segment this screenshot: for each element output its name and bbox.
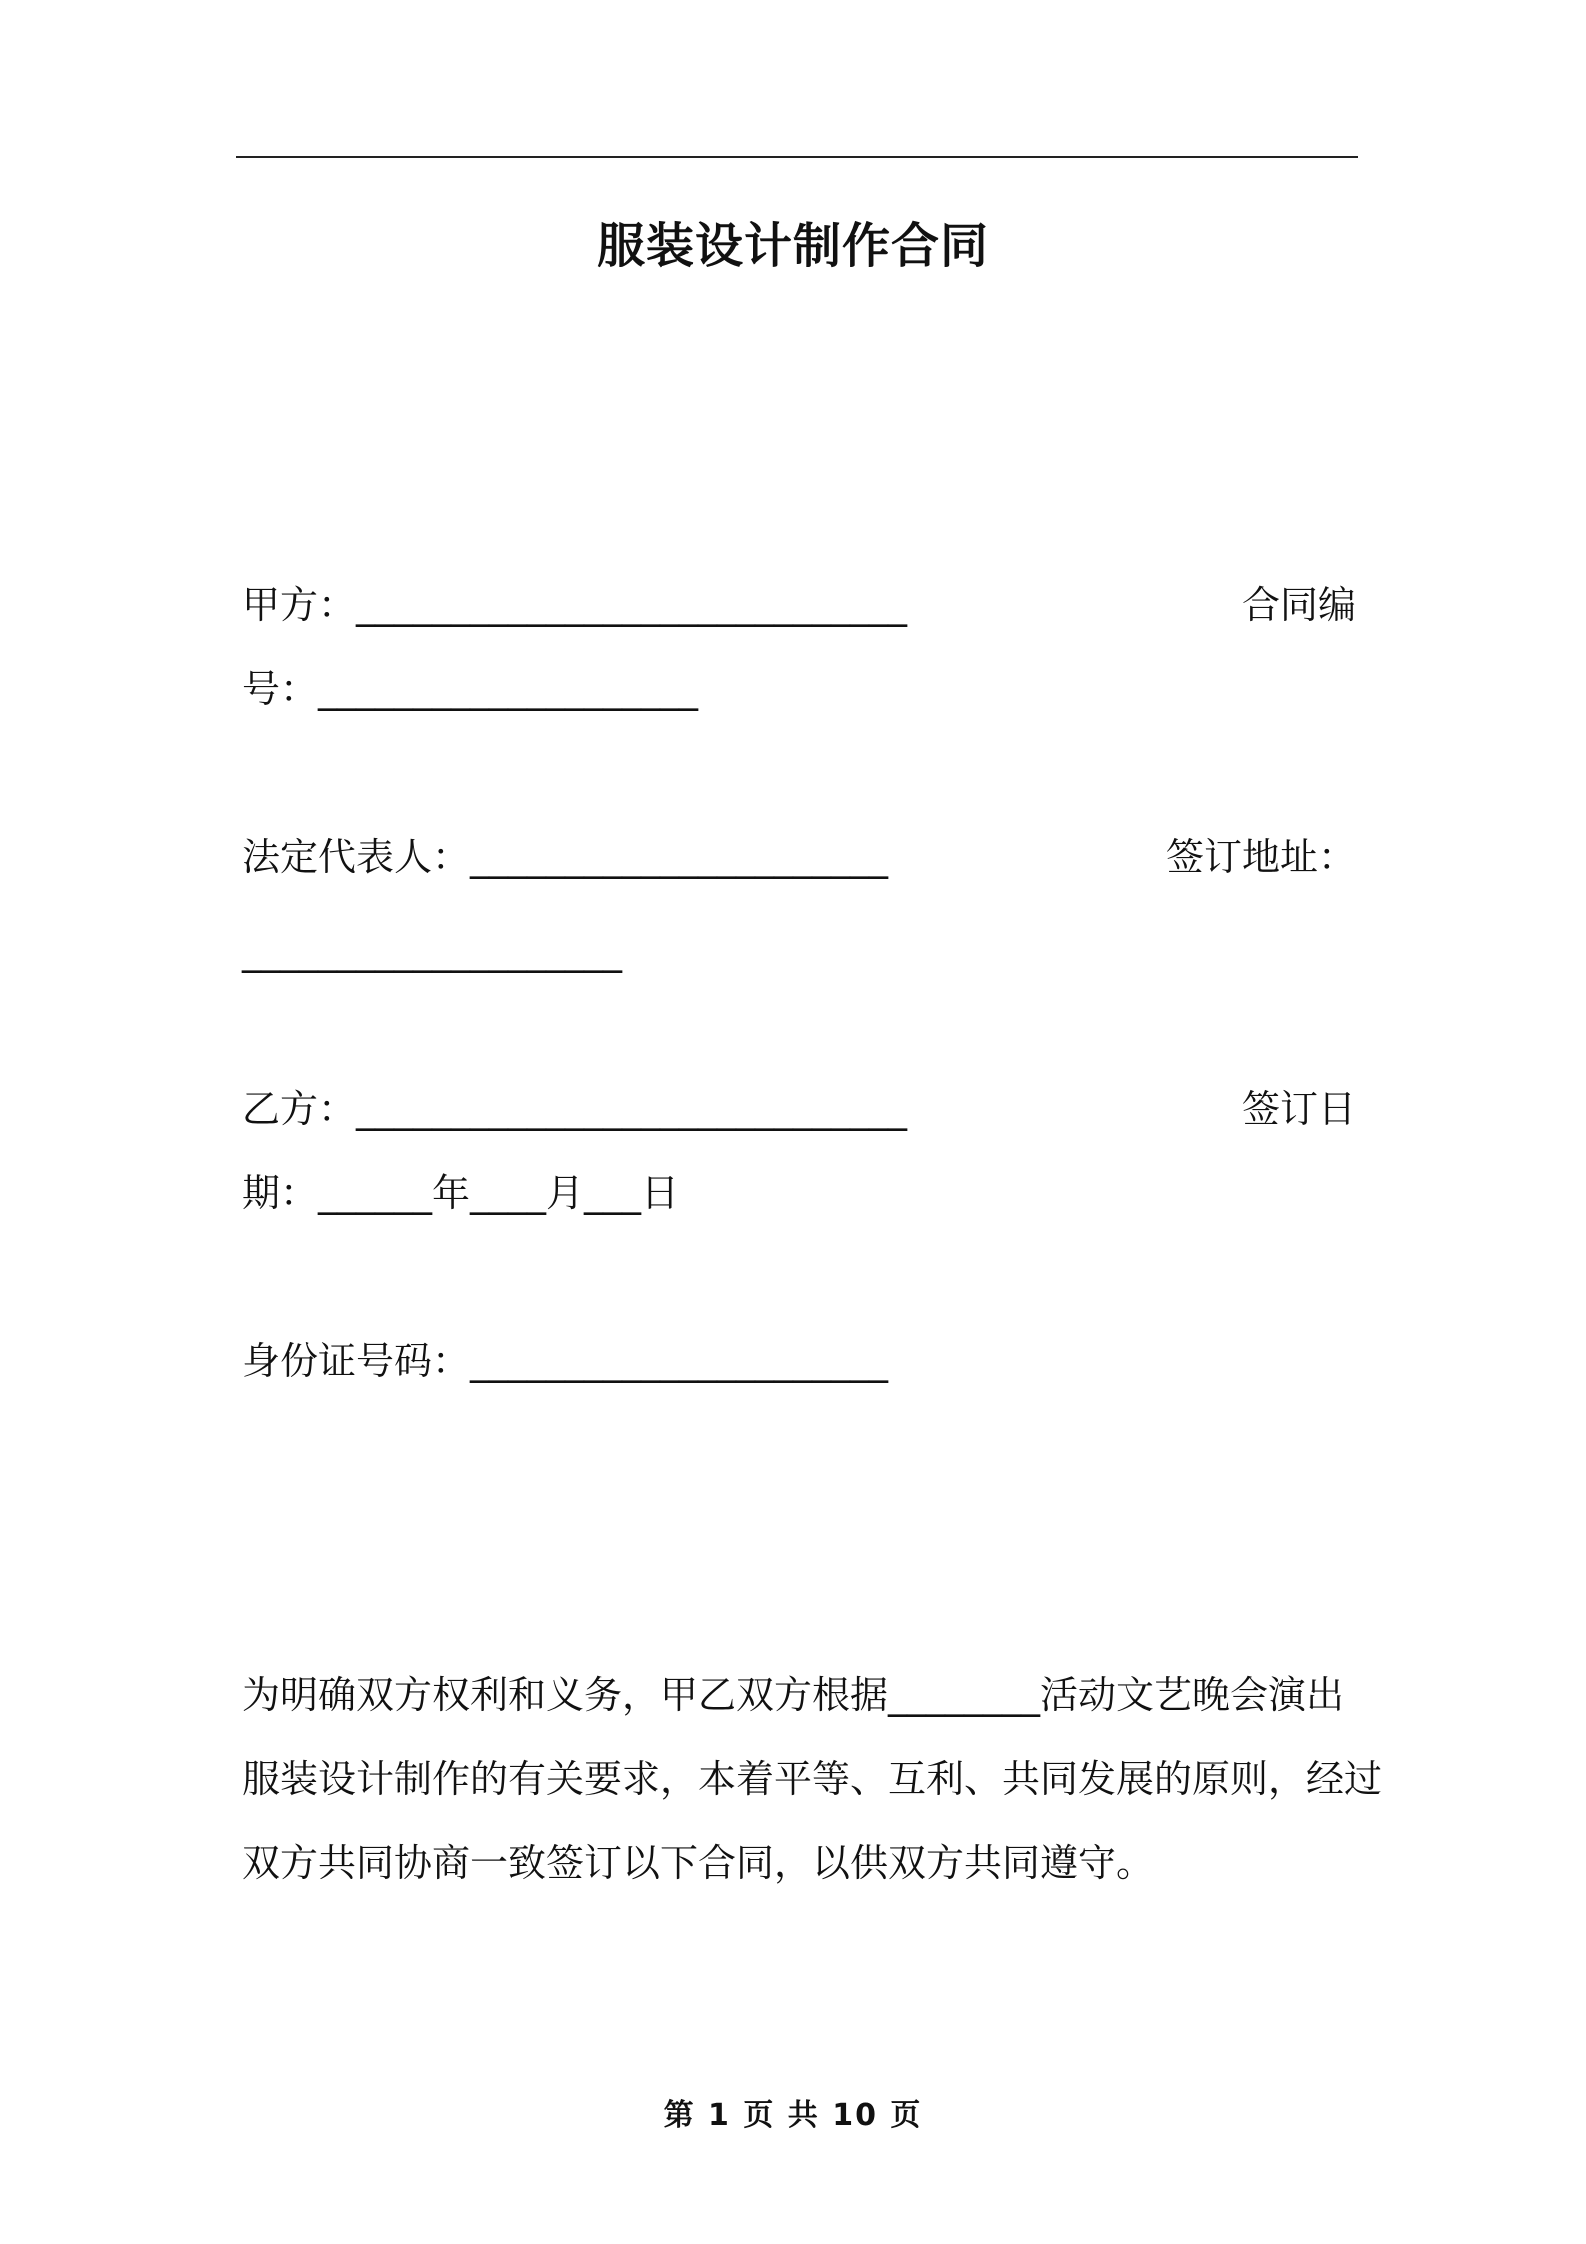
party-b-field: 乙方：_____________________________ xyxy=(242,1087,908,1131)
body-paragraph-line-3: 双方共同协商一致签订以下合同，以供双方共同遵守。 xyxy=(242,1841,1155,1885)
contract-number-label: 合同编 xyxy=(1241,583,1356,627)
id-number-field: 身份证号码：______________________ xyxy=(242,1339,889,1383)
signing-date-label: 签订日 xyxy=(1241,1087,1356,1131)
body-paragraph-line-2: 服装设计制作的有关要求，本着平等、互利、共同发展的原则，经过 xyxy=(242,1757,1383,1801)
signing-date-field: 期：______年____月___日 xyxy=(242,1171,680,1215)
page-indicator: 第 1 页 共 10 页 xyxy=(663,2098,923,2133)
contract-number-field: 号：____________________ xyxy=(242,667,699,711)
document-title: 服装设计制作合同 xyxy=(596,218,989,274)
body-paragraph-line-1: 为明确双方权利和义务，甲乙双方根据________活动文艺晚会演出 xyxy=(242,1673,1345,1717)
signing-address-blank: ____________________ xyxy=(242,929,622,973)
party-a-field: 甲方：_____________________________ xyxy=(242,583,908,627)
header-rule xyxy=(236,156,1358,158)
legal-representative-field: 法定代表人：______________________ xyxy=(242,835,889,879)
signing-address-label: 签订地址： xyxy=(1165,835,1356,879)
